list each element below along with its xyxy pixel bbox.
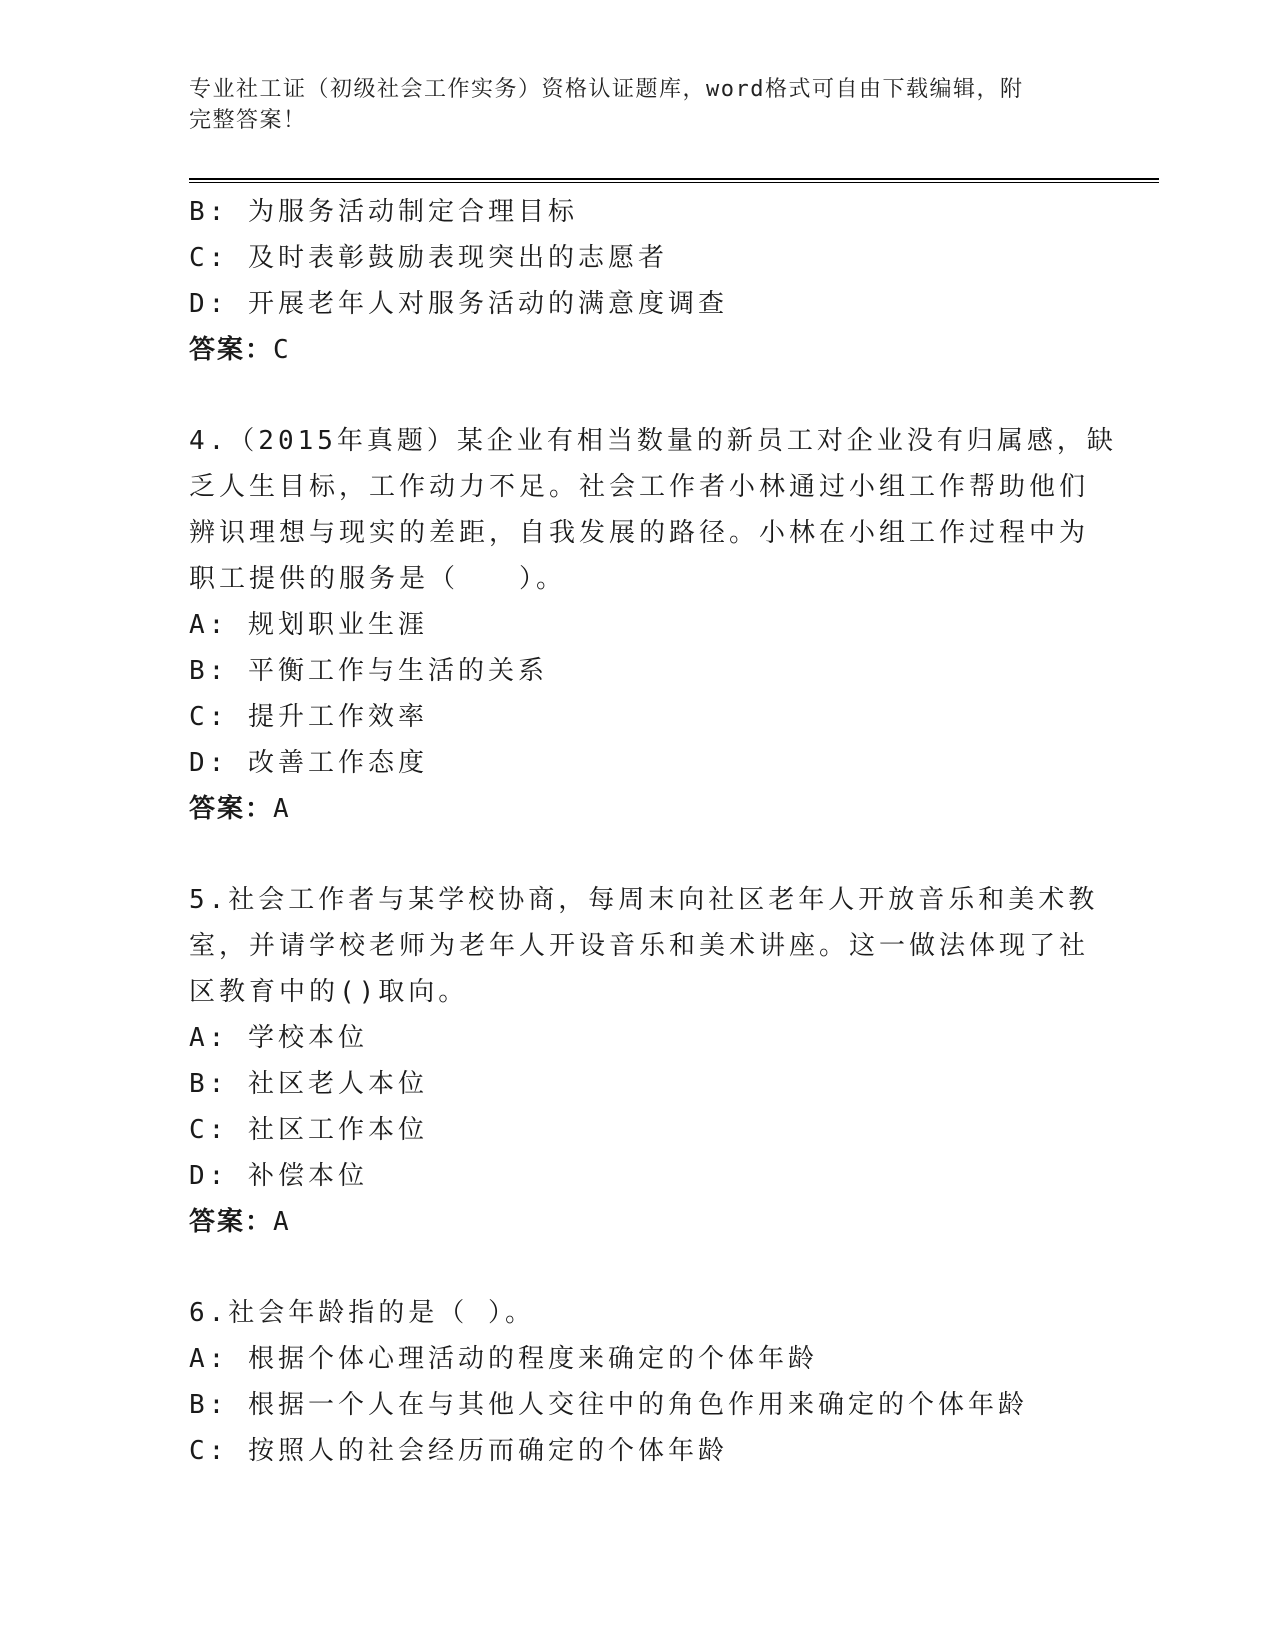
option-a: A: 规划职业生涯 xyxy=(189,610,428,640)
answer-value: A xyxy=(273,1207,291,1237)
option-c: C: 提升工作效率 xyxy=(189,702,428,732)
answer-value: C xyxy=(273,335,291,365)
answer-line xyxy=(189,1199,1089,1245)
question-text-line: 4.（2015年真题）某企业有相当数量的新员工对企业没有归属感，缺 xyxy=(189,426,1117,456)
document-header xyxy=(189,74,1089,136)
question-text-line: 5.社会工作者与某学校协商，每周末向社区老年人开放音乐和美术教 xyxy=(189,885,1099,915)
question-3-tail xyxy=(189,189,1089,373)
question-list xyxy=(189,189,1117,1474)
option-d: D: 补偿本位 xyxy=(189,1161,368,1191)
option-c: C: 社区工作本位 xyxy=(189,1115,428,1145)
question-text-line: 乏人生目标，工作动力不足。社会工作者小林通过小组工作帮助他们 xyxy=(189,472,1090,502)
answer-line xyxy=(189,327,1089,373)
question-text-line: 辨识理想与现实的差距，自我发展的路径。小林在小组工作过程中为 xyxy=(189,518,1090,548)
question-text-line: 6.社会年龄指的是（ ）。 xyxy=(189,1298,535,1328)
option-a: A: 学校本位 xyxy=(189,1023,368,1053)
header-line-2: 完整答案！ xyxy=(189,108,307,133)
header-line-1: 专业社工证（初级社会工作实务）资格认证题库，word格式可自由下载编辑，附 xyxy=(189,77,1024,102)
answer-label: 答案： xyxy=(189,335,274,365)
question-text-line: 职工提供的服务是（ ）。 xyxy=(189,564,567,594)
option-c: C: 及时表彰鼓励表现突出的志愿者 xyxy=(189,243,668,273)
question-4 xyxy=(189,418,1117,832)
answer-label: 答案： xyxy=(189,1207,274,1237)
header-divider xyxy=(189,178,1159,183)
option-b: B: 根据一个人在与其他人交往中的角色作用来确定的个体年龄 xyxy=(189,1390,1028,1420)
answer-line xyxy=(189,786,1089,832)
option-c: C: 按照人的社会经历而确定的个体年龄 xyxy=(189,1436,728,1466)
answer-value: A xyxy=(273,794,291,824)
option-d: D: 开展老年人对服务活动的满意度调查 xyxy=(189,289,728,319)
option-d: D: 改善工作态度 xyxy=(189,748,428,778)
option-b: B: 社区老人本位 xyxy=(189,1069,428,1099)
question-5 xyxy=(189,877,1099,1245)
question-text-line: 室，并请学校老师为老年人开设音乐和美术讲座。这一做法体现了社 xyxy=(189,931,1090,961)
question-6 xyxy=(189,1290,1089,1474)
question-text-line: 区教育中的()取向。 xyxy=(189,977,469,1007)
answer-label: 答案： xyxy=(189,794,274,824)
option-b: B: 为服务活动制定合理目标 xyxy=(189,197,578,227)
option-b: B: 平衡工作与生活的关系 xyxy=(189,656,548,686)
option-a: A: 根据个体心理活动的程度来确定的个体年龄 xyxy=(189,1344,818,1374)
